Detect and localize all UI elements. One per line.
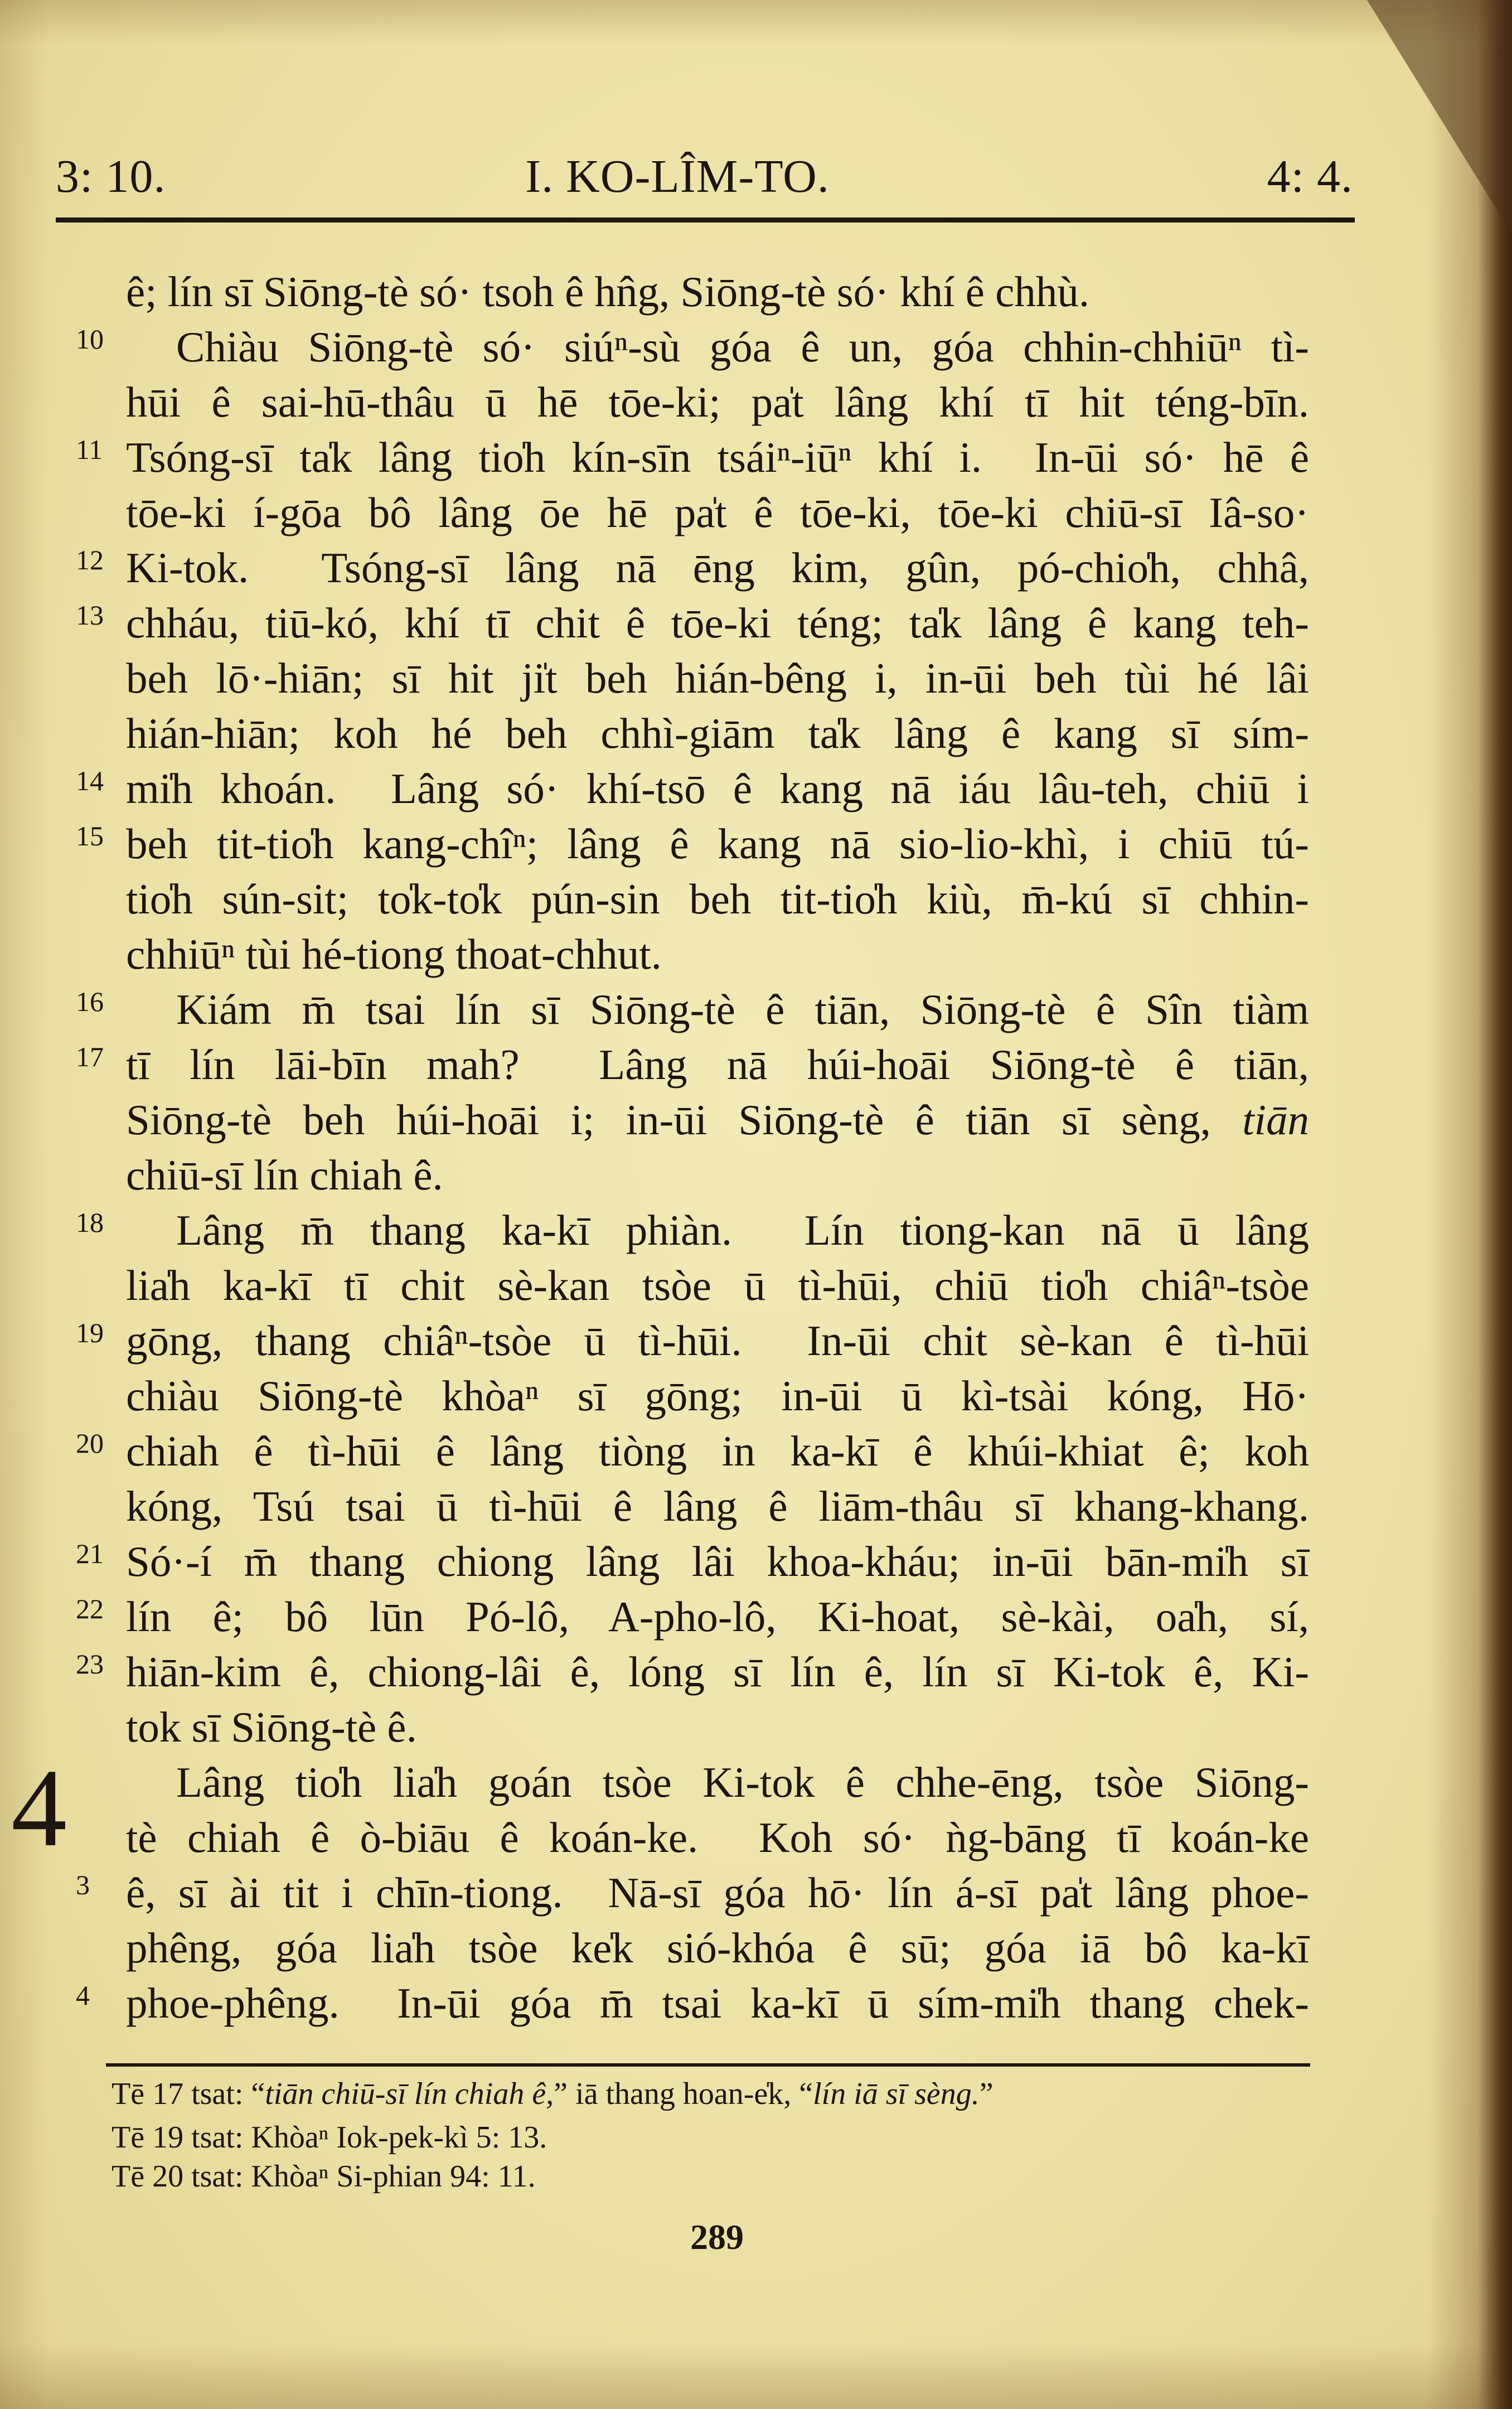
text-line	[76, 430, 1309, 485]
running-header-left: 3: 10.	[56, 151, 166, 202]
verse-number: 18	[76, 1207, 104, 1238]
line-text	[126, 1424, 1309, 1479]
text-line	[76, 1644, 1309, 1700]
text-line	[126, 1479, 1309, 1534]
line-text-content: beh tit-tio̍h kang-chîⁿ; lâng ê kang nā sio-lio-khì, i chiū tú-	[126, 820, 1309, 868]
line-text-content: lia̍h ka-kī tī chit sè-kan tsòe ū tì-hūi, chiū tio̍h chiâⁿ-tsòe	[126, 1261, 1309, 1309]
line-text	[126, 1976, 1309, 2031]
verse-number: 4	[76, 1980, 90, 2011]
footnote-text: ” iā thang hoan-e̍k, “	[554, 2077, 813, 2111]
line-text-content: mi̍h khoán. Lâng só· khí-tsō ê kang nā iáu lâu-teh, chiū i	[126, 765, 1309, 812]
text-line	[76, 1424, 1309, 1479]
line-text	[126, 264, 1309, 320]
line-text	[126, 1148, 1309, 1203]
line-text	[126, 1313, 1309, 1368]
line-text-content: Lâng tio̍h lia̍h goán tsòe Ki-tok ê chhe-ēng, tsòe Siōng-	[176, 1758, 1309, 1806]
line-text	[126, 872, 1309, 927]
footnote-text: Tē 17 tsat: “	[112, 2077, 265, 2111]
header-rule	[56, 217, 1355, 222]
running-header-right: 4: 4.	[1267, 151, 1353, 202]
verse-number: 13	[76, 599, 104, 631]
line-text	[126, 706, 1309, 761]
text-line	[126, 1700, 1309, 1755]
verse-number: 17	[76, 1041, 104, 1072]
line-text-content: chiū-sī lín chiah ê.	[126, 1151, 443, 1199]
line-text	[126, 1534, 1309, 1589]
line-text-content: Siōng-tè beh húi-hoāi i; in-ūi Siōng-tè ê tiān sī sèng,	[126, 1096, 1243, 1144]
line-text	[126, 320, 1309, 375]
italic-word: tiān	[1242, 1096, 1309, 1144]
page-number: 289	[690, 2217, 744, 2257]
body-text	[76, 264, 1309, 2031]
line-text	[126, 375, 1309, 430]
line-text-content: chiàu Siōng-tè khòaⁿ sī gōng; in-ūi ū kì-tsài kóng, Hō·	[126, 1372, 1309, 1420]
line-text-content: Kiám m̄ tsai lín sī Siōng-tè ê tiān, Siōng-tè ê Sîn tiàm	[176, 985, 1309, 1033]
line-text-content: lín ê; bô lūn Pó-lô, A-pho-lô, Ki-hoat, sè-kài, oa̍h, sí,	[126, 1593, 1309, 1641]
text-line	[126, 1810, 1309, 1865]
line-text-content: hūi ê sai-hū-thâu ū hē tōe-ki; pa̍t lâng khí tī hit téng-bīn.	[126, 378, 1309, 426]
text-line	[126, 872, 1309, 927]
verse-number: 11	[76, 434, 103, 465]
line-text	[126, 1037, 1309, 1092]
line-text	[126, 1810, 1309, 1865]
line-text	[126, 927, 1309, 982]
text-line	[126, 927, 1309, 982]
line-text-content: beh lō·-hiān; sī hit ji̍t beh hián-bêng i, in-ūi beh tùi hé lâi	[126, 654, 1309, 702]
verse-number: 3	[76, 1869, 90, 1900]
chapter-dropcap: 4	[11, 1747, 67, 1870]
line-text-content: chiah ê tì-hūi ê lâng tiòng in ka-kī ê khúi-khiat ê; koh	[126, 1427, 1309, 1475]
line-text-content: tōe-ki í-gōa bô lâng ōe hē pa̍t ê tōe-ki, tōe-ki chiū-sī Iâ-so·	[126, 488, 1309, 536]
text-line	[126, 1368, 1309, 1424]
line-text-content: ê, sī ài tit i chīn-tiong. Nā-sī góa hō· lín á-sī pa̍t lâng phoe-	[126, 1869, 1309, 1917]
text-line	[126, 1755, 1309, 1810]
line-text	[126, 1865, 1309, 1921]
line-text	[126, 982, 1309, 1037]
text-line	[76, 761, 1309, 816]
text-line	[76, 1589, 1309, 1644]
line-text-content: Ki-tok. Tsóng-sī lâng nā ēng kim, gûn, pó-chio̍h, chhâ,	[126, 544, 1309, 592]
verse-number: 12	[76, 544, 104, 575]
line-text	[126, 1755, 1309, 1810]
text-line	[126, 706, 1309, 761]
text-line	[126, 1258, 1309, 1313]
text-line	[76, 982, 1309, 1037]
text-line	[126, 375, 1309, 430]
text-line	[126, 651, 1309, 706]
line-text	[126, 596, 1309, 651]
text-line	[126, 264, 1309, 320]
line-text-content: Só·-í m̄ thang chiong lâng lâi khoa-kháu; in-ūi bān-mi̍h sī	[126, 1537, 1309, 1585]
verse-number: 21	[76, 1538, 104, 1569]
verse-number: 16	[76, 986, 104, 1017]
line-text	[126, 1921, 1309, 1976]
line-text	[126, 651, 1309, 706]
text-line	[76, 1976, 1309, 2031]
line-text	[126, 1203, 1309, 1258]
verse-number: 10	[76, 323, 104, 355]
line-text-content: chháu, tiū-kó, khí tī chit ê tōe-ki téng; ta̍k lâng ê kang teh-	[126, 599, 1309, 647]
line-text-content: Tsóng-sī ta̍k lâng tio̍h kín-sīn tsáiⁿ-iūⁿ khí i. In-ūi só· hē ê	[126, 433, 1309, 481]
line-text-content: kóng, Tsú tsai ū tì-hūi ê lâng ê liām-thâu sī khang-khang.	[126, 1482, 1309, 1530]
text-line	[76, 1037, 1309, 1092]
verse-number: 14	[76, 765, 104, 796]
text-line	[76, 1534, 1309, 1589]
line-text-content: Lâng m̄ thang ka-kī phiàn. Lín tiong-kan nā ū lâng	[176, 1206, 1309, 1254]
text-line	[76, 1865, 1309, 1921]
footnote-quote: tiān chiū-sī lín chiah ê,	[265, 2077, 554, 2111]
line-text-content: ê; lín sī Siōng-tè só· tsoh ê hn̂g, Siōng-tè só· khí ê chhù.	[126, 268, 1090, 316]
line-text	[126, 816, 1309, 872]
verse-number: 19	[76, 1317, 104, 1348]
line-text	[126, 1589, 1309, 1644]
footnote-text: ”	[979, 2077, 994, 2111]
line-text-content: hiān-kim ê, chiong-lâi ê, lóng sī lín ê, lín sī Ki-tok ê, Ki-	[126, 1648, 1309, 1696]
text-line	[126, 1092, 1309, 1148]
verse-number: 23	[76, 1648, 104, 1680]
line-text	[126, 485, 1309, 540]
line-text	[126, 1644, 1309, 1700]
line-text-content: phoe-phêng. In-ūi góa m̄ tsai ka-kī ū sím-mi̍h thang chek-	[126, 1979, 1309, 2027]
text-line	[76, 1313, 1309, 1368]
text-line	[76, 1203, 1309, 1258]
text-line	[76, 540, 1309, 596]
line-text-content: chhiūⁿ tùi hé-tiong thoat-chhut.	[126, 930, 662, 978]
footnote: Tē 20 tsat: Khòaⁿ Si-phian 94: 11.	[112, 2159, 536, 2194]
line-text	[126, 1258, 1309, 1313]
line-text-content: tok sī Siōng-tè ê.	[126, 1703, 417, 1751]
footnote-quote: lín iā sī sèng.	[813, 2077, 980, 2111]
line-text	[126, 1092, 1309, 1148]
line-text-content: tè chiah ê ò-biāu ê koán-ke. Koh só· ǹg-bāng tī koán-ke	[126, 1813, 1309, 1861]
text-line	[76, 816, 1309, 872]
line-text-content: phêng, góa lia̍h tsòe ke̍k sió-khóa ê sū; góa iā bô ka-kī	[126, 1924, 1309, 1972]
line-text-content: hián-hiān; koh hé beh chhì-giām ta̍k lâng ê kang sī sím-	[126, 709, 1309, 757]
line-text	[126, 540, 1309, 596]
footnote	[112, 2074, 994, 2113]
text-line	[76, 596, 1309, 651]
line-text	[126, 1479, 1309, 1534]
verse-number: 20	[76, 1428, 104, 1459]
line-text-content: Chiàu Siōng-tè só· siúⁿ-sù góa ê un, góa chhin-chhiūⁿ tì-	[176, 323, 1309, 371]
line-text	[126, 1368, 1309, 1424]
text-line	[126, 485, 1309, 540]
line-text-content: gōng, thang chiâⁿ-tsòe ū tì-hūi. In-ūi chit sè-kan ê tì-hūi	[126, 1317, 1309, 1365]
page-corner-shadow	[1367, 0, 1512, 234]
footnote: Tē 19 tsat: Khòaⁿ Iok-pek-kì 5: 13.	[112, 2120, 547, 2155]
verse-number: 15	[76, 820, 104, 852]
footnote-rule	[106, 2063, 1310, 2067]
line-text	[126, 761, 1309, 816]
line-text-content: tī lín lāi-bīn mah? Lâng nā húi-hoāi Siōng-tè ê tiān,	[126, 1041, 1309, 1089]
line-text-content: tio̍h sún-sit; to̍k-to̍k pún-sin beh tit-tio̍h kiù, m̄-kú sī chhin-	[126, 875, 1309, 923]
line-text	[126, 430, 1309, 485]
text-line	[126, 1148, 1309, 1203]
text-line	[126, 1921, 1309, 1976]
running-header-title: I. KO-LÎM-TO.	[525, 151, 830, 202]
line-text	[126, 1700, 1309, 1755]
text-line	[76, 320, 1309, 375]
verse-number: 22	[76, 1593, 104, 1624]
